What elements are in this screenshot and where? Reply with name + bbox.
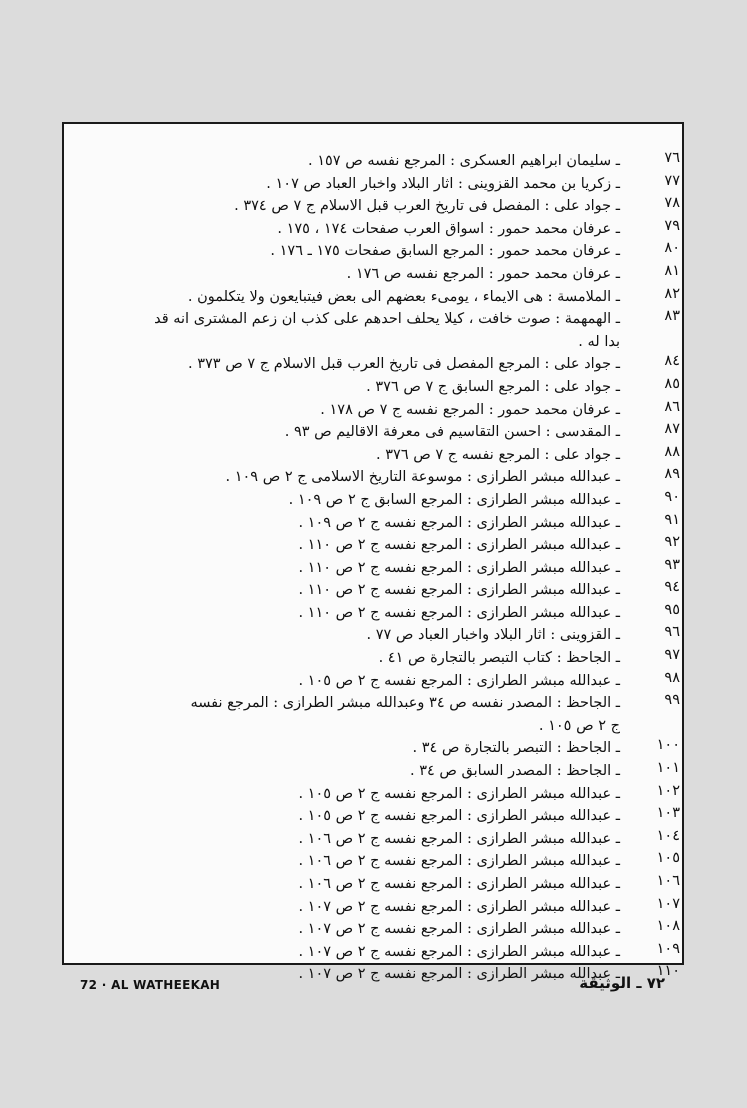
footnote-number: ٩٠ (664, 488, 680, 505)
footnote-text (64, 760, 620, 783)
footnote-number: ٩٩ (664, 692, 680, 709)
footnote-line: ـ عبدالله مبشر الطرازى : المرجع نفسه ج ٢ ص ١٠٧ . (298, 898, 620, 915)
footnote-line: ـ عبدالله مبشر الطرازى : المرجع نفسه ج ٢ ص ١٠٦ . (298, 830, 620, 847)
footnote-number: ١٠١ (656, 760, 680, 777)
footnote-text (64, 466, 620, 489)
footnote-text (64, 850, 620, 873)
footnote-item (64, 828, 682, 851)
footnote-text (64, 557, 620, 580)
footnote-number: ٩٧ (664, 647, 680, 664)
footnote-number: ١٠٥ (656, 850, 680, 867)
footnote-number: ٨١ (664, 262, 680, 279)
footnote-line: بدا له . (578, 333, 620, 350)
footnote-line: ـ عبدالله مبشر الطرازى : المرجع نفسه ج ٢ ص ١٠٥ . (298, 785, 620, 802)
footnote-text (64, 647, 620, 670)
footnote-item (64, 240, 682, 263)
footnote-text (64, 624, 620, 647)
footnote-number: ١٠٢ (656, 782, 680, 799)
footnote-line: ـ عرفان محمد حمور : اسواق العرب صفحات ١٧٤ ، ١٧٥ . (277, 220, 620, 237)
footnote-item (64, 399, 682, 422)
footnote-text (64, 737, 620, 760)
footnote-item (64, 873, 682, 896)
footnote-line: ـ الجاحظ : المصدر السابق ص ٣٤ . (409, 763, 620, 780)
footnote-item (64, 218, 682, 241)
footnote-text (64, 896, 620, 919)
footnote-item (64, 353, 682, 376)
footnote-item (64, 941, 682, 964)
footnote-number: ٨٣ (664, 308, 680, 325)
footnote-text (64, 263, 620, 286)
footnote-number: ٨٧ (664, 421, 680, 438)
footnote-text (64, 195, 620, 218)
footnote-number: ٨٦ (664, 398, 680, 415)
footnote-line: ـ الهمهمة : صوت خافت ، كيلا يحلف احدهم على كذب ان زعم المشترى انه قد (154, 311, 620, 328)
footnote-text (64, 670, 620, 693)
footnote-number: ٩٥ (664, 601, 680, 618)
footnotes-list (64, 150, 682, 986)
footnote-item (64, 670, 682, 693)
footnote-item (64, 896, 682, 919)
footnote-number: ٩٨ (664, 669, 680, 686)
footnote-item (64, 421, 682, 444)
footnote-item (64, 308, 682, 353)
footnote-item (64, 737, 682, 760)
footnote-item (64, 286, 682, 309)
footnote-item (64, 760, 682, 783)
footnote-item (64, 195, 682, 218)
footnote-number: ٨٥ (664, 375, 680, 392)
footnote-line: ـ عبدالله مبشر الطرازى : المرجع نفسه ج ٢ ص ١٠٩ . (298, 514, 620, 531)
footnote-text (64, 512, 620, 535)
footer-page-label-arabic: ٧٢ ـ الوثيقة (579, 974, 665, 992)
footnote-line: ـ القزوينى : اثار البلاد واخبار العباد ص ٧٧ . (366, 627, 620, 644)
footnote-line: ـ عبدالله مبشر الطرازى : المرجع نفسه ج ٢ ص ١٠٦ . (298, 853, 620, 870)
footnote-line: ـ عبدالله مبشر الطرازى : المرجع نفسه ج ٢ ص ١١٠ . (298, 537, 620, 554)
footnote-item (64, 783, 682, 806)
footnote-item (64, 512, 682, 535)
footnote-item (64, 557, 682, 580)
footnote-line: ـ عبدالله مبشر الطرازى : المرجع السابق ج ٢ ص ١٠٩ . (288, 491, 620, 508)
footnote-line: ـ سليمان ابراهيم العسكرى : المرجع نفسه ص ١٥٧ . (308, 153, 620, 169)
footnote-line: ـ المقدسى : احسن التقاسيم فى معرفة الاقاليم ص ٩٣ . (284, 424, 620, 441)
footnote-number: ٨٨ (664, 443, 680, 460)
footnote-line: ـ الجاحظ : كتاب التبصر بالتجارة ص ٤١ . (378, 650, 620, 667)
footnote-text (64, 376, 620, 399)
footnote-line: ـ عرفان محمد حمور : المرجع نفسه ج ٧ ص ١٧٨ . (320, 401, 620, 418)
footnote-text (64, 828, 620, 851)
footnote-text (64, 873, 620, 896)
footnote-line: ـ الملامسة : هى الايماء ، يومىء بعضهم الى بعض فيتبايعون ولا يتكلمون . (187, 288, 620, 305)
footnote-text (64, 805, 620, 828)
footnote-text (64, 534, 620, 557)
footnote-number: ٨٢ (664, 285, 680, 302)
footnote-number: ٨٤ (664, 353, 680, 370)
footnote-line: ـ الجاحظ : التبصر بالتجارة ص ٣٤ . (412, 740, 620, 757)
footnote-number: ١١٠ (656, 963, 680, 980)
footnote-number: ٧٩ (664, 217, 680, 234)
footnote-number: ١٠٩ (656, 940, 680, 957)
footnote-text (64, 444, 620, 467)
footnote-line: ـ عبدالله مبشر الطرازى : المرجع نفسه ج ٢ ص ١١٠ . (298, 582, 620, 599)
footnote-number: ١٠٤ (656, 827, 680, 844)
footnote-line: ـ عبدالله مبشر الطرازى : المرجع نفسه ج ٢ ص ١١٠ . (298, 604, 620, 621)
footnote-item (64, 444, 682, 467)
footnote-line: ـ عبدالله مبشر الطرازى : المرجع نفسه ج ٢ ص ١٠٦ . (298, 876, 620, 892)
footnote-number: ٩٦ (664, 624, 680, 641)
footnote-item (64, 534, 682, 557)
footnote-line: ج ٢ ص ١٠٥ . (538, 717, 620, 734)
footnote-text (64, 399, 620, 422)
footnote-text (64, 941, 620, 964)
footnote-item (64, 466, 682, 489)
footnote-line: ـ جواد على : المفصل فى تاريخ العرب قبل الاسلام ج ٧ ص ٣٧٤ . (234, 198, 620, 215)
footnote-item (64, 624, 682, 647)
footnote-line: ـ جواد على : المرجع نفسه ج ٧ ص ٣٧٦ . (376, 446, 620, 463)
footnote-line: ـ عبدالله مبشر الطرازى : موسوعة التاريخ الاسلامى ج ٢ ص ١٠٩ . (225, 469, 620, 486)
footnote-text (64, 240, 620, 263)
footnote-number: ٧٦ (664, 150, 680, 166)
footnote-item (64, 647, 682, 670)
footnote-item (64, 376, 682, 399)
footnote-item (64, 263, 682, 286)
footnote-item (64, 579, 682, 602)
footnote-text (64, 918, 620, 941)
footnote-number: ١٠٦ (656, 873, 680, 889)
footer-page-label-latin: 72 · AL WATHEEKAH (80, 978, 221, 992)
footnote-number: ٩٢ (664, 534, 680, 551)
footnote-item (64, 602, 682, 625)
footnote-line: ـ جواد على : المرجع السابق ج ٧ ص ٣٧٦ . (366, 378, 620, 395)
footnote-item (64, 918, 682, 941)
footnote-text (64, 602, 620, 625)
footnote-number: ١٠٠ (656, 737, 680, 754)
footnote-line: ـ الجاحظ : المصدر نفسه ص ٣٤ وعبدالله مبشر الطرازى : المرجع نفسه (190, 695, 620, 712)
footnote-number: ٧٨ (664, 195, 680, 212)
footnote-line: ـ زكريا بن محمد القزوينى : اثار البلاد واخبار العباد ص ١٠٧ . (266, 175, 620, 192)
footnote-line: ـ عرفان محمد حمور : المرجع السابق صفحات ١٧٥ ـ ١٧٦ . (270, 243, 620, 260)
footnote-text (64, 173, 620, 196)
footnote-text (64, 150, 620, 173)
footnote-line: ـ عبدالله مبشر الطرازى : المرجع نفسه ج ٢ ص ١٠٥ . (298, 672, 620, 689)
footnote-number: ١٠٨ (656, 918, 680, 935)
footnote-text (64, 218, 620, 241)
footnote-number: ٩٤ (664, 579, 680, 596)
footnote-text (64, 308, 620, 353)
footnote-text (64, 692, 620, 737)
footnote-text (64, 353, 620, 376)
footnote-text (64, 579, 620, 602)
footnote-text (64, 783, 620, 806)
footnote-line: ـ عبدالله مبشر الطرازى : المرجع نفسه ج ٢ ص ١١٠ . (298, 559, 620, 576)
footnote-number: ١٠٧ (656, 895, 680, 912)
footnote-line: ـ عبدالله مبشر الطرازى : المرجع نفسه ج ٢ ص ١٠٧ . (298, 921, 620, 938)
footnote-number: ٧٧ (664, 172, 680, 189)
footnote-line: ـ جواد على : المرجع المفصل فى تاريخ العرب قبل الاسلام ج ٧ ص ٣٧٣ . (188, 356, 620, 373)
footnote-item (64, 173, 682, 196)
footnote-item (64, 850, 682, 873)
footnote-number: ٩٣ (664, 556, 680, 573)
footnote-item (64, 150, 682, 173)
footnote-text (64, 489, 620, 512)
footnote-text (64, 421, 620, 444)
footnote-number: ١٠٣ (656, 805, 680, 822)
footnote-item (64, 805, 682, 828)
footnote-number: ٩١ (664, 511, 680, 528)
footnote-number: ٨٠ (664, 240, 680, 257)
footnote-line: ـ عبدالله مبشر الطرازى : المرجع نفسه ج ٢ ص ١٠٧ . (298, 966, 620, 983)
footnote-text (64, 286, 620, 309)
footnote-line: ـ عبدالله مبشر الطرازى : المرجع نفسه ج ٢ ص ١٠٧ . (298, 943, 620, 960)
footnote-item (64, 692, 682, 737)
footnote-number: ٨٩ (664, 466, 680, 483)
footnote-line: ـ عرفان محمد حمور : المرجع نفسه ص ١٧٦ . (346, 265, 620, 282)
footnote-line: ـ عبدالله مبشر الطرازى : المرجع نفسه ج ٢ ص ١٠٥ . (298, 808, 620, 825)
footnote-item (64, 489, 682, 512)
